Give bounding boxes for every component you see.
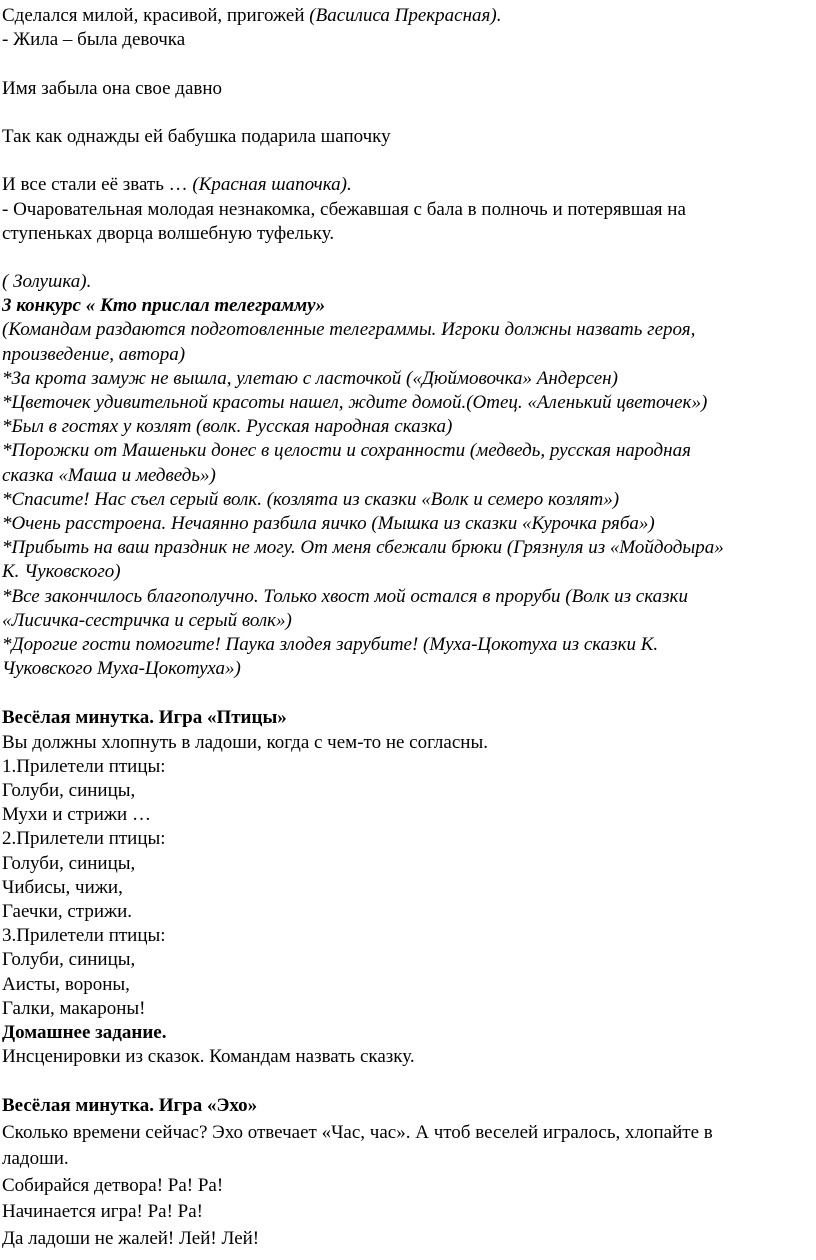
intro-line-1 (2, 4, 810, 28)
telegram-4b: сказка «Маша и медведь») (2, 464, 216, 486)
telegram-9b: Чуковского Муха-Цокотуха») (2, 658, 241, 680)
telegram-8b: «Лисичка-сестричка и серый волк») (2, 609, 292, 631)
intro-line-5 (2, 173, 810, 197)
blank-line (2, 246, 810, 270)
telegram-4a: *Порожки от Машеньки донес в целости и сохранности (медведь, русская народная (2, 440, 691, 462)
blank-line (2, 149, 810, 173)
riddle-text: И все стали её звать … (2, 174, 193, 196)
birds-line: Голуби, синицы, (2, 780, 136, 801)
contest3-heading: 3 конкурс « Кто прислал телеграмму» (2, 295, 326, 317)
telegram-7a: *Прибыть на ваш праздник не могу. От меня сбежали брюки (Грязнуля из «Мойдодыра» (2, 537, 724, 559)
intro-line-4: Так как однажды ей бабушка подарила шапочку (2, 125, 391, 147)
blank-line (2, 101, 810, 125)
contest3-instruction-2: произведение, автора) (2, 343, 186, 365)
birds-line: 3.Прилетели птицы: (2, 925, 166, 947)
birds-line: Гаечки, стрижи. (2, 900, 133, 922)
blank-line (2, 681, 810, 705)
telegram-6: *Очень расстроена. Нечаянно разбила яичко (Мышка из сказки «Курочка ряба») (2, 512, 655, 534)
riddle-answer: (Василиса Прекрасная). (309, 5, 502, 26)
intro-line-8: ( Золушка). (2, 271, 92, 293)
echo-section (2, 1093, 810, 1252)
homework-heading: Домашнее задание. (2, 1021, 167, 1043)
blank-line (2, 52, 810, 76)
birds-line: Голуби, синицы, (2, 949, 136, 971)
birds-heading: Весёлая минутка. Игра «Птицы» (2, 707, 287, 729)
intro-line-2: - Жила – была девочка (2, 29, 186, 51)
echo-line: ладоши. (2, 1148, 69, 1170)
echo-heading: Весёлая минутка. Игра «Эхо» (2, 1095, 258, 1117)
birds-line: Аисты, вороны, (2, 973, 130, 995)
birds-line: 1.Прилетели птицы: (2, 755, 166, 777)
birds-line: Мухи и стрижи … (2, 804, 151, 826)
intro-line-6: - Очаровательная молодая незнакомка, сбежавшая с бала в полночь и потерявшая на (2, 198, 686, 220)
telegram-3: *Был в гостях у козлят (волк. Русская народная сказка) (2, 416, 453, 438)
birds-line: Голуби, синицы, (2, 852, 136, 874)
echo-line: Сколько времени сейчас? Эхо отвечает «Час, час». А чтоб веселей игралось, хлопайте в (2, 1121, 713, 1143)
homework-text: Инсценировки из сказок. Командам назвать сказку. (2, 1046, 415, 1068)
intro-line-3: Имя забыла она свое давно (2, 77, 223, 99)
blank-line (2, 1069, 810, 1093)
echo-line: Начинается игра! Ра! Ра! (2, 1201, 203, 1223)
riddle-answer: (Красная шапочка). (192, 174, 352, 196)
telegram-9a: *Дорогие гости помогите! Паука злодея зарубите! (Муха-Цокотуха из сказки К. (2, 633, 659, 655)
contest3-instruction-1: (Командам раздаются подготовленные телеграммы. Игроки должны назвать героя, (2, 319, 696, 341)
birds-line: 2.Прилетели птицы: (2, 828, 166, 850)
birds-line: Вы должны хлопнуть в ладоши, когда с чем-то не согласны. (2, 731, 488, 753)
telegram-2: *Цветочек удивительной красоты нашел, ждите домой.(Отец. «Аленький цветочек») (2, 392, 708, 413)
birds-line: Галки, макароны! (2, 997, 146, 1019)
riddle-text: Сделался милой, красивой, пригожей (2, 5, 310, 26)
intro-line-7: ступеньках дворца волшебную туфельку. (2, 222, 335, 244)
telegram-5: *Спасите! Нас съел серый волк. (козлята из сказки «Волк и семеро козлят») (2, 488, 620, 510)
telegram-8a: *Все закончилось благополучно. Только хвост мой остался в проруби (Волк из сказки (2, 585, 688, 607)
echo-line: Собирайся детвора! Ра! Ра! (2, 1174, 224, 1196)
birds-line: Чибисы, чижи, (2, 876, 123, 898)
telegram-1: *За крота замуж не вышла, улетаю с ласточкой («Дюймовочка» Андерсен) (2, 367, 618, 389)
echo-line: Да ладоши не жалей! Лей! Лей! (2, 1227, 260, 1249)
telegram-7b: К. Чуковского) (2, 561, 121, 583)
